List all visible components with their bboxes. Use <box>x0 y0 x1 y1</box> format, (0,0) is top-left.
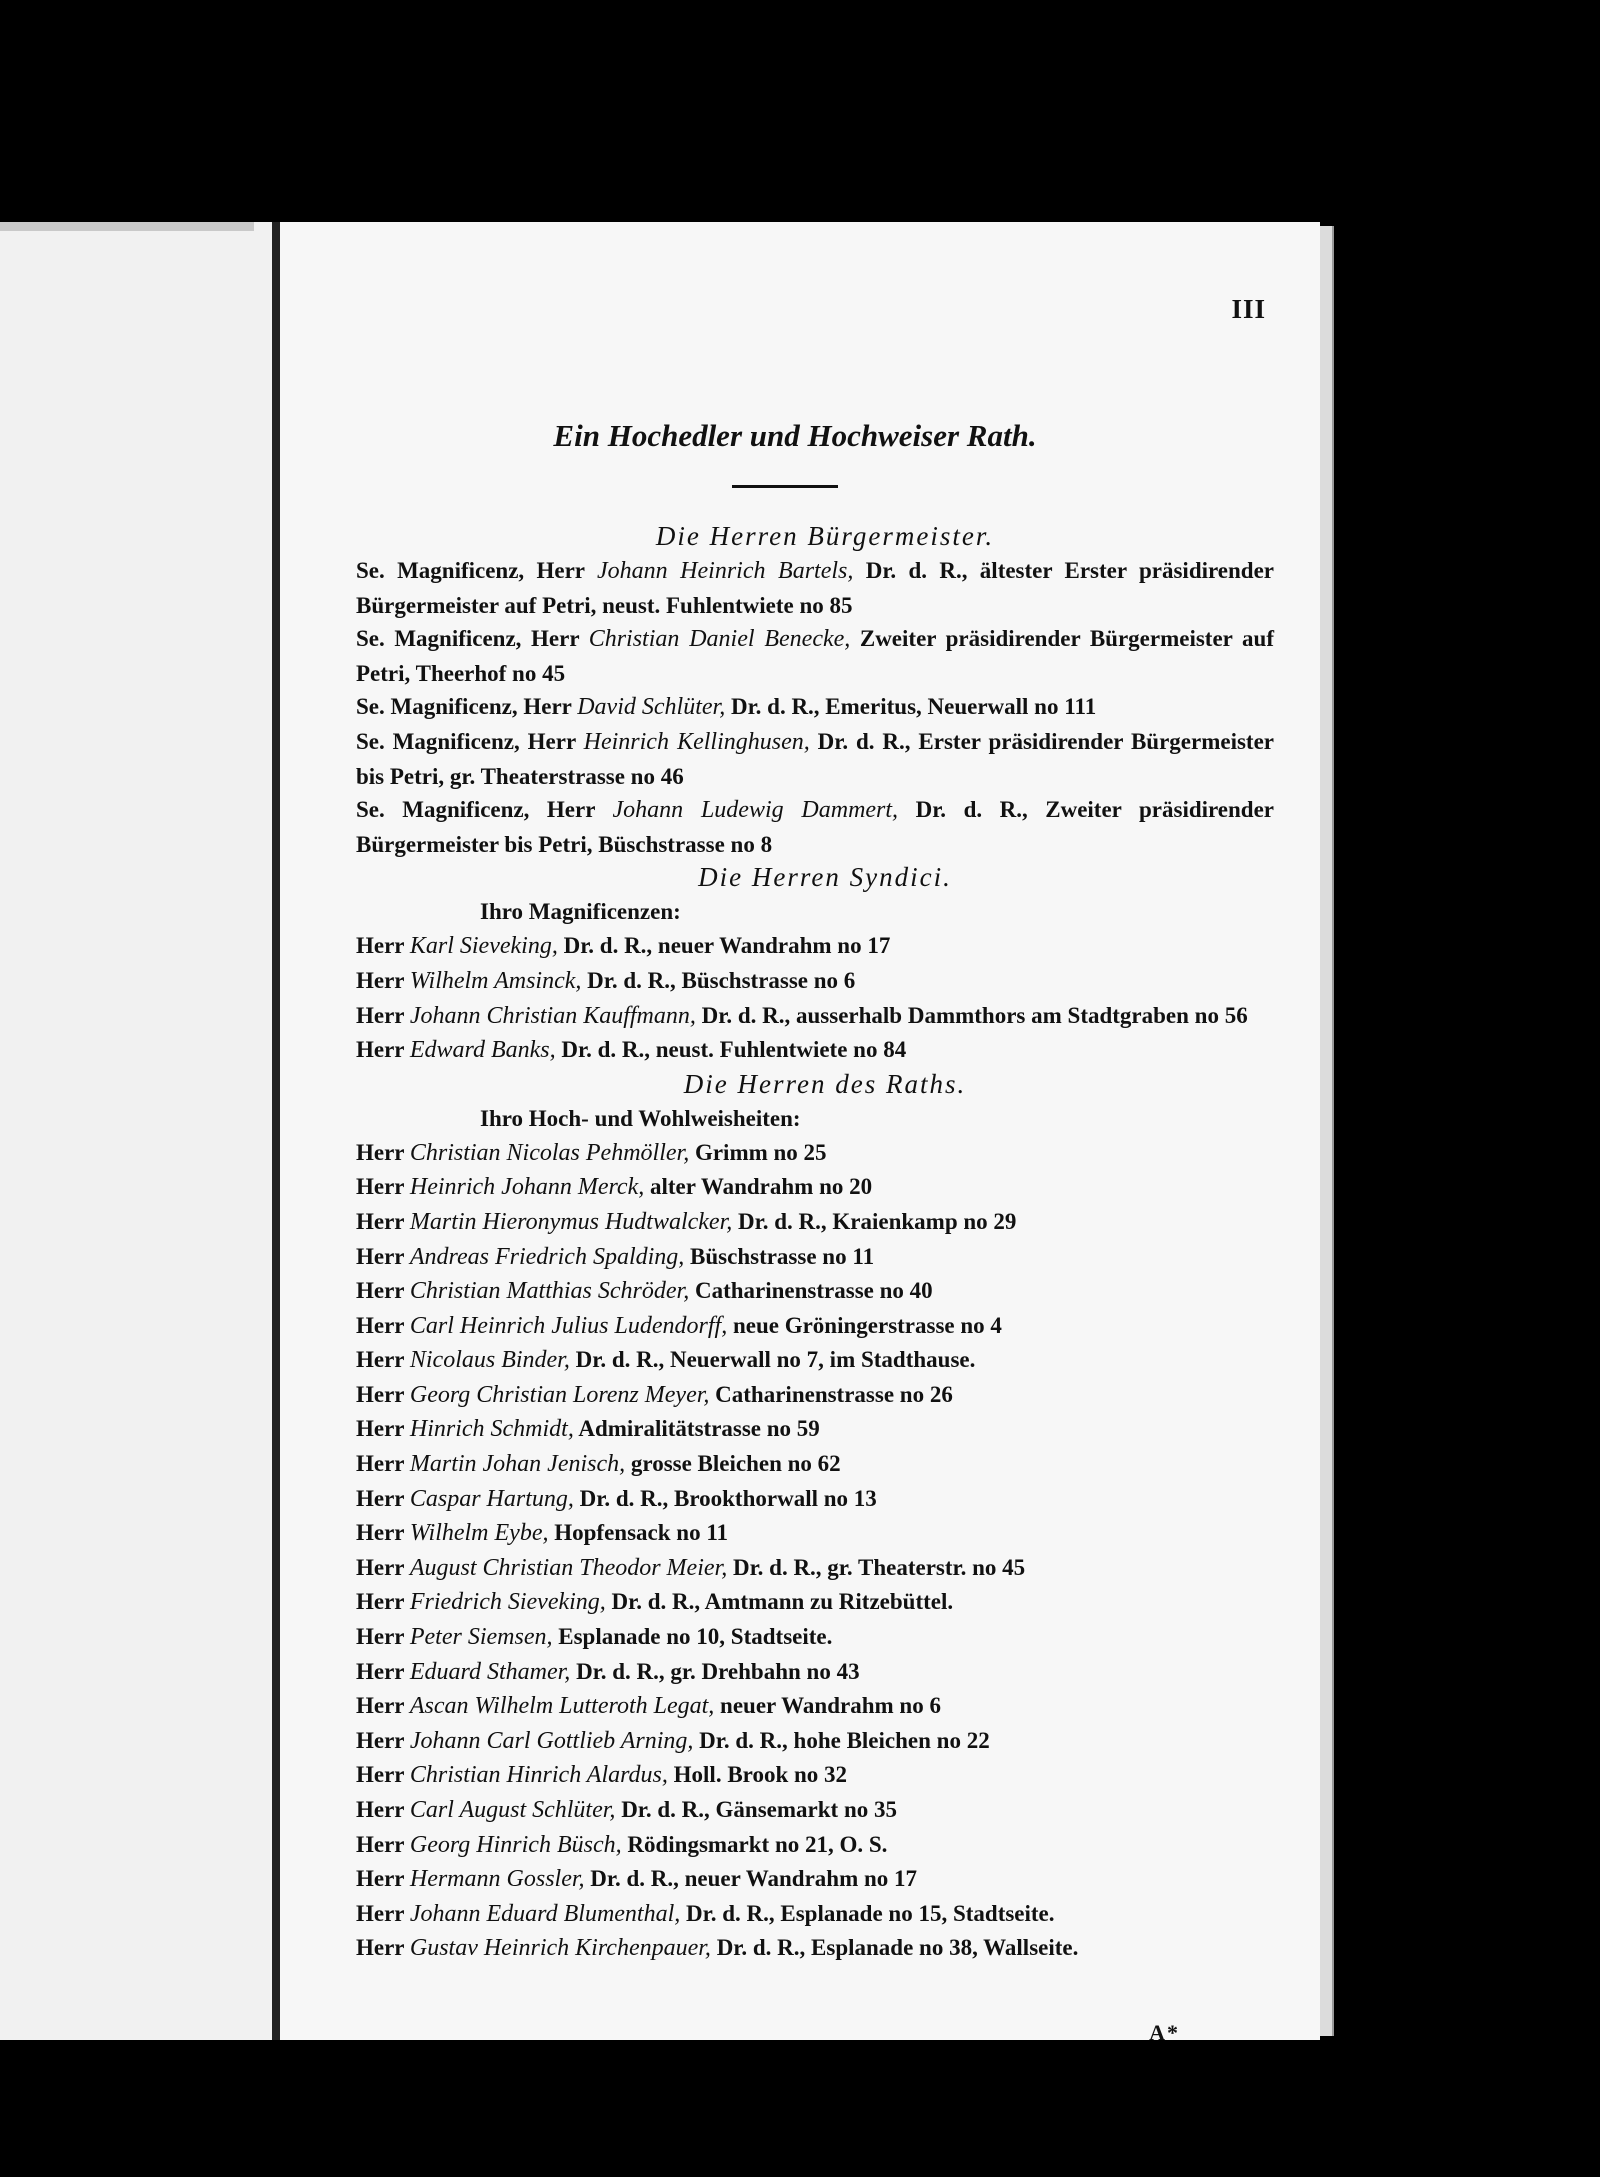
honorific: Herr <box>356 1243 405 1269</box>
member-details: neue Gröningerstrasse no 4 <box>732 1312 1002 1338</box>
facing-page-edge <box>0 222 272 2040</box>
list-item <box>356 725 1274 793</box>
honorific: Herr <box>356 1762 405 1788</box>
member-name: Christian Nicolas Pehmöller, <box>409 1139 690 1166</box>
member-details: Dr. d. R., Emeritus, Neuerwall no 111 <box>730 694 1097 720</box>
list-item <box>356 1897 1274 1932</box>
section-subheading: Ihro Hoch- und Wohlweisheiten: <box>480 1105 801 1131</box>
member-name: Johann Carl Gottlieb Arning, <box>409 1727 694 1754</box>
list-item <box>356 1758 1274 1793</box>
honorific: Herr <box>356 1139 405 1165</box>
list-item <box>356 1343 1274 1378</box>
member-details: Holl. Brook no 32 <box>673 1762 848 1788</box>
member-details: alter Wandrahm no 20 <box>649 1174 873 1200</box>
list-item <box>356 964 1274 999</box>
member-details: Dr. d. R., Esplanade no 38, Wallseite. <box>716 1935 1079 1961</box>
honorific: Herr <box>356 1727 405 1753</box>
honorific: Herr <box>356 1589 405 1615</box>
member-name: Gustav Heinrich Kirchenpauer, <box>409 1935 711 1962</box>
member-details: Dr. d. R., neust. Fuhlentwiete no 84 <box>561 1037 907 1063</box>
member-name: Wilhelm Eybe, <box>409 1520 549 1547</box>
member-name: Andreas Friedrich Spalding, <box>409 1243 685 1270</box>
honorific: Se. Magnificenz, Herr <box>356 728 576 754</box>
list-item <box>356 554 1274 622</box>
member-details: Dr. d. R., hohe Bleichen no 22 <box>699 1727 990 1753</box>
member-details: Dr. d. R., Zweiter präsidirender Bürgermeister bis Petri, Büschstrasse no 8 <box>356 797 1275 857</box>
member-name: Ascan Wilhelm Lutteroth Legat, <box>409 1693 715 1720</box>
member-name: Nicolaus Binder, <box>409 1347 570 1374</box>
honorific: Herr <box>356 1831 405 1857</box>
member-details: Büschstrasse no 11 <box>690 1243 875 1269</box>
list-item <box>356 1551 1274 1586</box>
honorific: Herr <box>356 1416 405 1442</box>
member-name: Edward Banks, <box>409 1037 556 1064</box>
member-details: Catharinenstrasse no 26 <box>715 1381 953 1407</box>
member-name: Christian Daniel Benecke, <box>588 626 851 653</box>
member-details: Dr. d. R., gr. Drehbahn no 43 <box>576 1658 860 1684</box>
member-details: Hopfensack no 11 <box>554 1520 729 1546</box>
section-heading: Die Herren Bürgermeister. <box>655 521 995 551</box>
page-number: III <box>1231 294 1266 324</box>
member-name: Johann Eduard Blumenthal, <box>409 1900 681 1927</box>
honorific: Se. Magnificenz, Herr <box>356 558 585 583</box>
member-name: Peter Siemsen, <box>409 1624 553 1651</box>
page-edge <box>1320 226 1334 2036</box>
member-details: Catharinenstrasse no 40 <box>694 1278 933 1304</box>
member-details: Esplanade no 10, Stadtseite. <box>558 1624 833 1650</box>
section-heading: Die Herren des Raths. <box>683 1068 967 1099</box>
member-name: Christian Hinrich Alardus, <box>409 1762 668 1789</box>
book-gutter <box>272 222 280 2040</box>
member-name: Georg Hinrich Büsch, <box>409 1831 622 1858</box>
section-heading: Die Herren Syndici. <box>698 862 952 893</box>
list-item <box>356 1689 1274 1724</box>
member-name: Carl Heinrich Julius Ludendorff, <box>409 1312 728 1339</box>
list-item <box>356 1309 1274 1344</box>
list-item <box>356 929 1274 964</box>
honorific: Herr <box>356 1658 405 1684</box>
member-details: Dr. d. R., Kraienkamp no 29 <box>738 1208 1017 1234</box>
member-details: grosse Bleichen no 62 <box>630 1451 841 1477</box>
register-list <box>356 520 1274 1966</box>
member-details: Dr. d. R., neuer Wandrahm no 17 <box>563 933 891 959</box>
list-item <box>356 690 1274 725</box>
book-page <box>280 222 1320 2045</box>
honorific: Herr <box>356 1866 405 1892</box>
list-item <box>356 1378 1274 1413</box>
list-item <box>356 1862 1274 1897</box>
honorific: Herr <box>356 1381 405 1407</box>
section-subheading: Ihro Magnificenzen: <box>480 899 681 925</box>
member-name: Johann Ludewig Dammert, <box>612 797 899 824</box>
signature-mark: A* <box>1149 2020 1180 2045</box>
member-details: Dr. d. R., ausserhalb Dammthors am Stadtgraben no 56 <box>701 1002 1248 1028</box>
list-item <box>356 1482 1274 1517</box>
honorific: Herr <box>356 967 405 993</box>
honorific: Herr <box>356 1900 405 1926</box>
honorific: Herr <box>356 1002 405 1028</box>
member-name: August Christian Theodor Meier, <box>409 1554 728 1581</box>
member-details: Dr. d. R., Amtmann zu Ritzebüttel. <box>611 1589 954 1615</box>
honorific: Herr <box>356 1037 405 1063</box>
member-name: Georg Christian Lorenz Meyer, <box>409 1381 710 1408</box>
member-name: Karl Sieveking, <box>409 933 558 960</box>
list-item <box>356 1170 1274 1205</box>
member-details: Dr. d. R., Neuerwall no 7, im Stadthause. <box>575 1347 976 1373</box>
member-details: Dr. d. R., Brookthorwall no 13 <box>579 1485 877 1511</box>
list-item <box>356 1655 1274 1690</box>
list-item <box>356 999 1274 1034</box>
member-details: Dr. d. R., Esplanade no 15, Stadtseite. <box>686 1900 1055 1926</box>
honorific: Herr <box>356 1693 405 1719</box>
member-details: Rödingsmarkt no 21, O. S. <box>627 1831 888 1857</box>
member-name: Heinrich Kellinghusen, <box>583 728 810 755</box>
honorific: Herr <box>356 1797 405 1822</box>
list-item <box>356 793 1274 861</box>
honorific: Herr <box>356 1520 405 1546</box>
list-item <box>356 1412 1274 1447</box>
title-rule <box>732 485 838 488</box>
member-name: David Schlüter, <box>577 694 726 721</box>
list-item <box>356 1516 1274 1551</box>
member-name: Martin Johan Jenisch, <box>409 1451 626 1478</box>
honorific: Se. Magnificenz, Herr <box>356 626 580 652</box>
honorific: Herr <box>356 1174 405 1200</box>
member-name: Johann Christian Kauffmann, <box>409 1002 696 1029</box>
honorific: Herr <box>356 1208 405 1234</box>
honorific: Se. Magnificenz, Herr <box>356 694 572 720</box>
member-details: Admiralitätstrasse no 59 <box>578 1416 820 1442</box>
honorific: Herr <box>356 1485 405 1511</box>
member-name: Heinrich Johann Merck, <box>409 1174 645 1201</box>
list-item <box>356 1620 1274 1655</box>
honorific: Herr <box>356 1278 405 1304</box>
member-details: Dr. d. R., ältester Erster präsidirender Bürgermeister auf Petri, neust. Fuhlentwiete no 85 <box>356 558 1275 618</box>
member-details: neuer Wandrahm no 6 <box>720 1693 941 1719</box>
member-name: Martin Hieronymus Hudtwalcker, <box>409 1208 733 1235</box>
member-name: Carl August Schlüter, <box>409 1797 616 1823</box>
page-title: Ein Hochedler und Hochweiser Rath. <box>553 418 1037 453</box>
list-item <box>356 1447 1274 1482</box>
member-name: Friedrich Sieveking, <box>409 1589 606 1616</box>
member-name: Christian Matthias Schröder, <box>409 1278 690 1305</box>
list-item <box>356 622 1274 690</box>
honorific: Herr <box>356 1451 405 1477</box>
member-name: Hinrich Schmidt, <box>409 1416 574 1443</box>
member-name: Eduard Sthamer, <box>409 1658 571 1685</box>
member-name: Johann Heinrich Bartels, <box>596 558 854 584</box>
member-name: Hermann Gossler, <box>409 1866 585 1893</box>
member-details: Dr. d. R., Büschstrasse no 6 <box>587 967 856 993</box>
list-item <box>356 1931 1274 1966</box>
member-name: Wilhelm Amsinck, <box>409 967 582 994</box>
member-details: Dr. d. R., Erster präsidirender Bürgermeister bis Petri, gr. Theaterstrasse no 46 <box>356 728 1275 789</box>
list-item <box>356 1136 1274 1171</box>
honorific: Herr <box>356 1935 405 1961</box>
member-details: Dr. d. R., gr. Theaterstr. no 45 <box>732 1554 1026 1580</box>
member-details: Grimm no 25 <box>694 1139 827 1165</box>
honorific: Herr <box>356 1347 405 1373</box>
honorific: Herr <box>356 1624 405 1650</box>
member-details: Dr. d. R., neuer Wandrahm no 17 <box>590 1866 918 1892</box>
list-item <box>356 1828 1274 1863</box>
honorific: Herr <box>356 933 405 959</box>
honorific: Se. Magnificenz, Herr <box>356 797 595 823</box>
list-item <box>356 1274 1274 1309</box>
list-item <box>356 1793 1274 1828</box>
member-details: Zweiter präsidirender Bürgermeister auf Petri, Theerhof no 45 <box>356 626 1274 686</box>
list-item <box>356 1585 1274 1620</box>
list-item <box>356 1033 1274 1068</box>
honorific: Herr <box>356 1554 405 1580</box>
page-shadow <box>0 222 254 231</box>
list-item <box>356 1240 1274 1275</box>
member-name: Caspar Hartung, <box>409 1485 574 1512</box>
list-item <box>356 1205 1274 1240</box>
honorific: Herr <box>356 1312 405 1338</box>
member-details: Dr. d. R., Gänsemarkt no 35 <box>621 1797 897 1822</box>
list-item <box>356 1724 1274 1759</box>
